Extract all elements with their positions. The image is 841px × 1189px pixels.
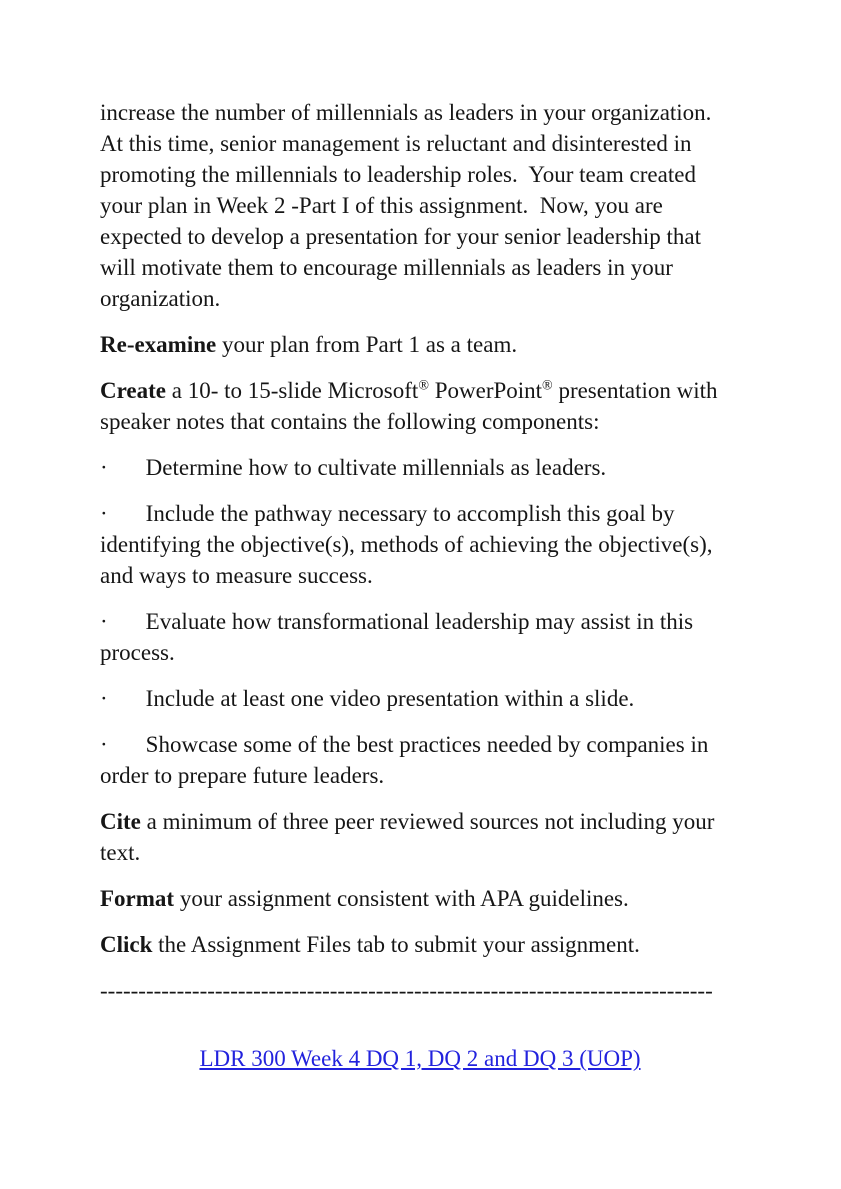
dashed-separator: -------------------------------------------------------------------------------- — [100, 978, 713, 1003]
bullet-item-1-text: Determine how to cultivate millennials as leaders. — [145, 455, 607, 480]
paragraph-cite — [100, 806, 740, 868]
link-paragraph — [100, 1043, 740, 1074]
bullet-item-5-text: Showcase some of the best practices needed by companies in order to prepare future leaders. — [100, 732, 715, 788]
bullet-marker: · — [100, 732, 108, 757]
paragraph-click-text: the Assignment Files tab to submit your assignment. — [152, 932, 640, 957]
paragraph-create-text-3: presentation with speaker notes that contains the following components: — [100, 378, 724, 434]
paragraph-cite-text: a minimum of three peer reviewed sources not including your text. — [100, 809, 721, 865]
bullet-marker: · — [100, 609, 108, 634]
bold-lead-cite: Cite — [100, 809, 141, 834]
paragraph-click — [100, 929, 740, 960]
bullet-item-3-text: Evaluate how transformational leadership may assist in this process. — [100, 609, 699, 665]
paragraph-reexamine-text: your plan from Part 1 as a team. — [216, 332, 518, 357]
bold-lead-format: Format — [100, 886, 175, 911]
paragraph-create-text-2: PowerPoint — [428, 378, 543, 403]
ldr-300-week4-link[interactable]: LDR 300 Week 4 DQ 1, DQ 2 and DQ 3 (UOP) — [199, 1046, 641, 1071]
bullet-marker: · — [100, 455, 108, 480]
bullet-marker: · — [100, 501, 108, 526]
bold-lead-create: Create — [100, 378, 166, 403]
bullet-item-4-text: Include at least one video presentation within a slide. — [145, 686, 635, 711]
paragraph-reexamine — [100, 329, 740, 360]
paragraph-intro: increase the number of millennials as leaders in your organization. At this time, senior management is reluctant and disinterested in promoting the millennials to leadership roles. Your team created your plan in Week 2 -Part I of this assignment. Now, you are expected to develop a presentation for your senior leadership that will motivate them to encourage millennials as leaders in your organization. — [100, 100, 722, 311]
registered-trademark-icon: ® — [542, 378, 553, 394]
paragraph-create-text-1: a 10- to 15-slide Microsoft — [165, 378, 419, 403]
bullet-item-4 — [100, 683, 740, 714]
bold-lead-reexamine: Re-examine — [100, 332, 217, 357]
paragraph-create — [100, 375, 740, 437]
bullet-item-1 — [100, 452, 740, 483]
registered-trademark-icon: ® — [418, 378, 429, 394]
paragraph-format — [100, 883, 740, 914]
bullet-item-2 — [100, 498, 740, 591]
bold-lead-click: Click — [100, 932, 153, 957]
bullet-item-2-text: Include the pathway necessary to accomplish this goal by identifying the objective(s), methods of achieving the objective(s), and ways to measure success. — [100, 501, 719, 588]
paragraph-format-text: your assignment consistent with APA guidelines. — [174, 886, 629, 911]
bullet-marker: · — [100, 686, 108, 711]
bullet-item-5 — [100, 729, 740, 791]
bullet-item-3 — [100, 606, 740, 668]
